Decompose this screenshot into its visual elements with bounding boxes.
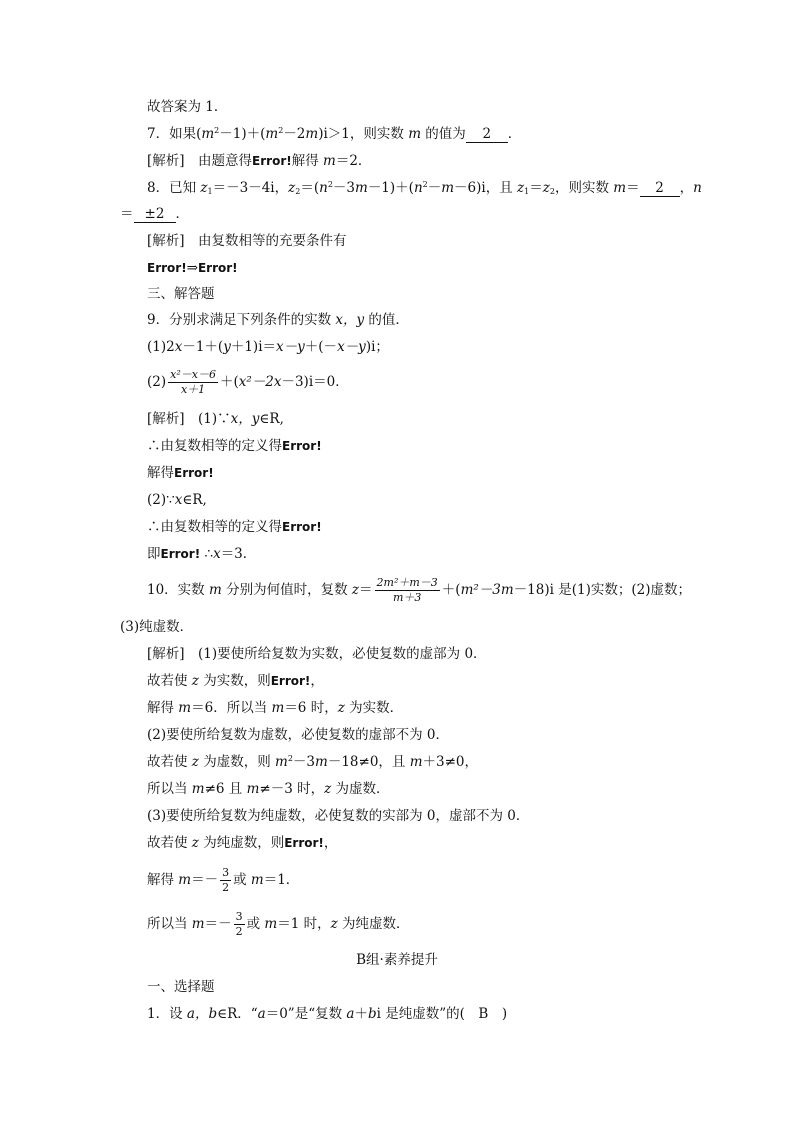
answer-blank: 2: [466, 126, 508, 143]
question-9-1: (1)2x－1＋(y＋1)i＝x－y＋(－x－y)i；: [147, 339, 389, 355]
analysis-10-line: 故若使 z 为实数，则Error!，: [147, 673, 324, 689]
analysis-10-line: 故若使 z 为纯虚数，则Error!，: [147, 835, 338, 851]
question-7: 7．如果$(m^2-1)+(m^2-2m)i>1$，则实数 m 的值为 2 ．: [147, 126, 522, 142]
fraction: $\frac{3}{2}$: [235, 910, 243, 938]
question-9: 9．分别求满足下列条件的实数 x，y 的值．: [147, 312, 409, 328]
fraction: $\frac{\text{2m²＋m－3}}{m+3}$: [376, 576, 438, 604]
analysis-10-line: 解得 m＝6．所以当 m＝6 时，z 为实数．: [147, 700, 404, 716]
fraction: $\frac{\text{x²－x－6}}{x+1}$: [170, 368, 216, 396]
analysis-10-line: (3)要使所给复数为纯虚数，必使复数的实部为 0，虚部不为 0．: [147, 808, 530, 824]
analysis-9-line: ∴由复数相等的定义得Error!: [147, 519, 322, 535]
fraction: $\frac{3}{2}$: [222, 866, 230, 894]
analysis-9-line: 解得Error!: [147, 465, 214, 481]
question-8-cont: ＝ ±2 ．: [120, 206, 189, 222]
analysis-7: [解析] 由题意得Error!解得 m＝2．: [147, 153, 372, 169]
section-heading: 一、选择题: [147, 979, 215, 995]
analysis-9: [解析] (1)∵x，y∈R,: [147, 411, 284, 427]
section-heading: 三、解答题: [147, 286, 215, 302]
analysis-10-line: 所以当 m≠6 且 m≠－3 时，z 为虚数．: [147, 781, 390, 797]
analysis-10-line: 故若使 z 为虚数，则 $m^2-3m-18\ne 0$，且 m＋3≠0，: [147, 754, 479, 770]
question-10: 10．实数 m 分别为何值时，复数 z＝ $\frac{\text{2m²＋m－3}}{m+3}$ ＋(m²－3m－18)i 是(1)实数；(2)虚数；: [147, 576, 691, 604]
text-line: 故答案为 1．: [147, 99, 228, 115]
analysis-10-line: 所以当 m＝－ $\frac{3}{2}$ 或 m＝1 时，z 为纯虚数．: [147, 910, 410, 938]
analysis-9-line: 即Error! ∴x＝3．: [147, 546, 257, 562]
group-heading: B组·素养提升: [356, 952, 438, 968]
analysis-10: [解析] (1)要使所给复数为实数，必使复数的虚部为 0．: [147, 646, 487, 662]
choice-question-1: 1．设 a，b∈R．“a＝0”是“复数 a＋bi 是纯虚数”的( B ): [147, 1006, 508, 1022]
question-10-cont: (3)纯虚数．: [120, 619, 194, 635]
analysis-8-cont: Error!⇒Error!: [147, 260, 238, 276]
analysis-8: [解析] 由复数相等的充要条件有: [147, 233, 347, 249]
answer-blank: 2: [640, 180, 680, 197]
analysis-9-line: (2)∵x∈R,: [147, 492, 207, 508]
question-9-2: (2) $\frac{\text{x²－x－6}}{x+1}$ ＋(x²－2x－3)i＝0．: [147, 368, 349, 396]
analysis-10-line: 解得 m＝－ $\frac{3}{2}$ 或 m＝1．: [147, 866, 300, 894]
analysis-9-line: ∴由复数相等的定义得Error!: [147, 438, 322, 454]
question-8: 8．已知 $z_1=-3-4i$，$z_2=(n^2-3m-1)+(n^2-m-6)i$，且 $z_1=z_2$，则实数 m＝ 2 ，n: [147, 180, 702, 196]
analysis-10-line: (2)要使所给复数为虚数，必使复数的虚部不为 0．: [147, 727, 450, 743]
answer-blank: ±2: [134, 206, 176, 223]
